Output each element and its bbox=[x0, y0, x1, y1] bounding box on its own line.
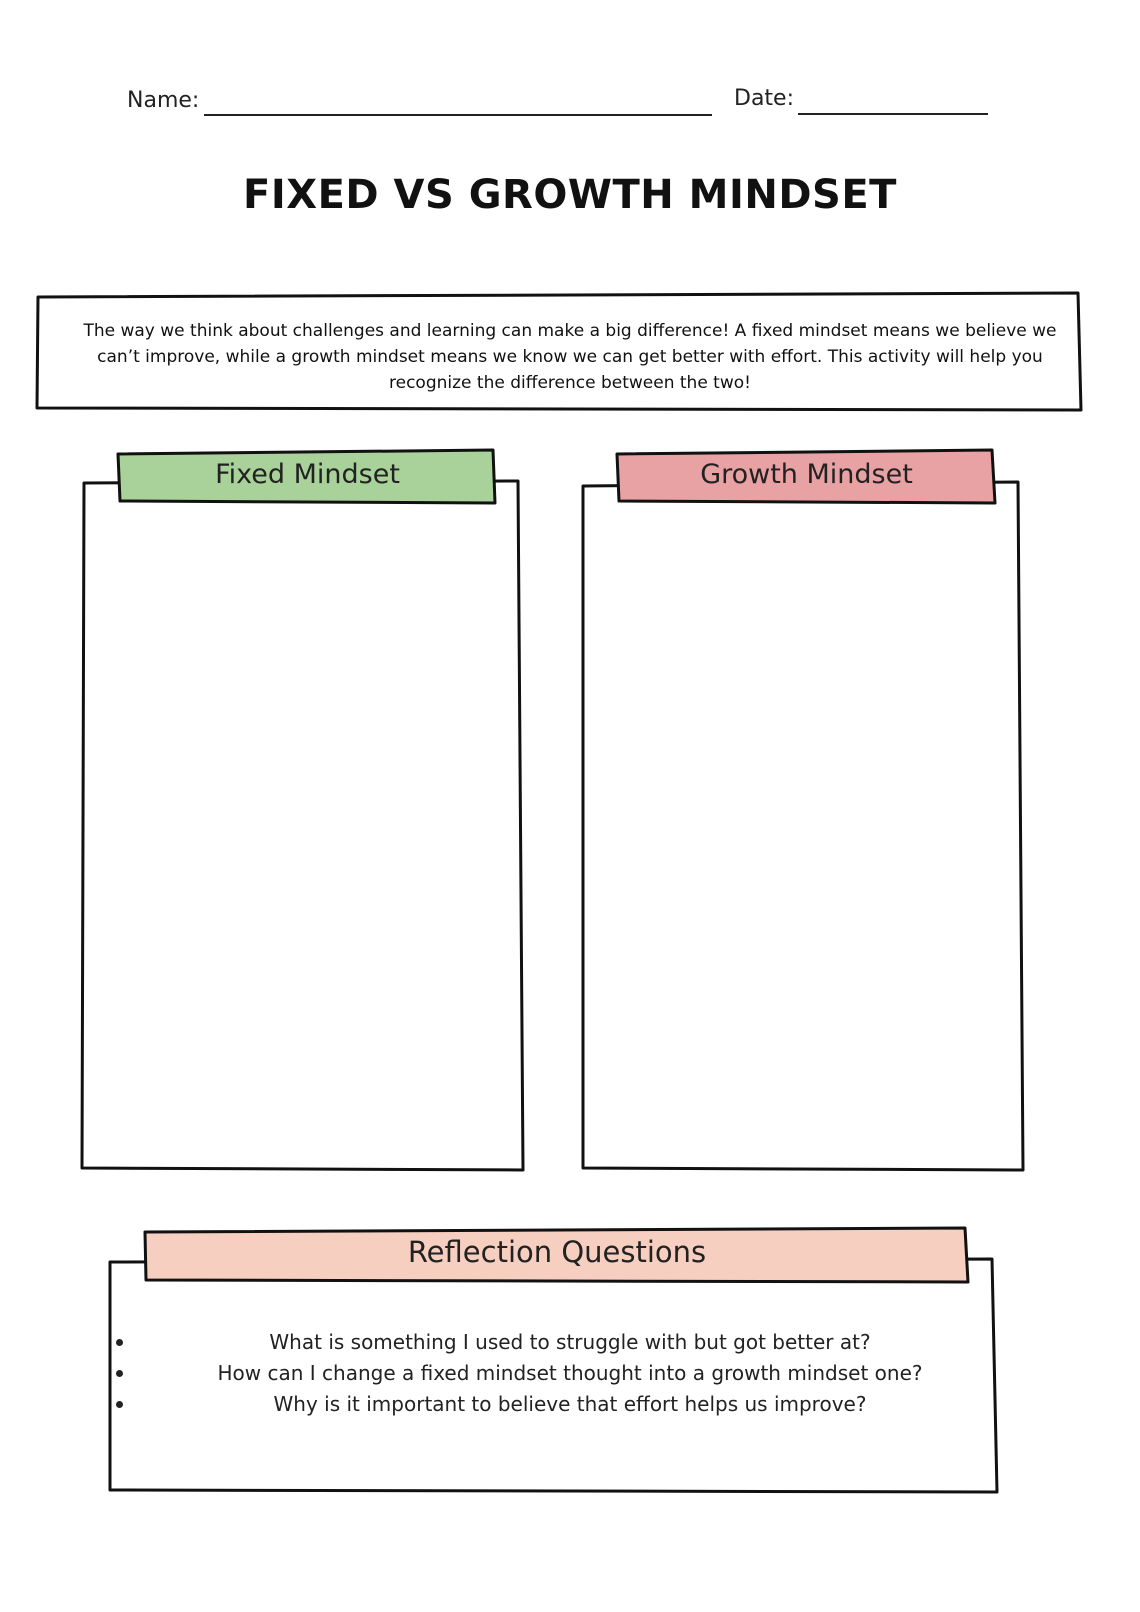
bullet-1 bbox=[116, 1339, 123, 1346]
reflection-questions-label: Reflection Questions bbox=[407, 1235, 707, 1269]
bullet-3 bbox=[116, 1401, 123, 1408]
reflection-question-3: Why is it important to believe that effort helps us improve? bbox=[273, 1392, 867, 1416]
bullet-2 bbox=[116, 1370, 123, 1377]
growth-mindset-writing-area[interactable] bbox=[590, 510, 1015, 1160]
intro-text: The way we think about challenges and learning can make a big difference! A fixed mindset means we believe we can’t improve, while a growth mindset means we know we can get better with effort. This activity will help you recognize the difference between the two! bbox=[83, 321, 1057, 393]
fixed-mindset-label: Fixed Mindset bbox=[215, 459, 400, 490]
page-title: FIXED VS GROWTH MINDSET bbox=[243, 172, 897, 218]
reflection-question-1: What is something I used to struggle with but got better at? bbox=[269, 1330, 871, 1354]
growth-mindset-label: Growth Mindset bbox=[700, 459, 913, 490]
reflection-question-2: How can I change a fixed mindset thought into a growth mindset one? bbox=[217, 1361, 923, 1385]
name-label: Name: bbox=[127, 88, 200, 113]
date-label: Date: bbox=[734, 86, 794, 111]
fixed-mindset-writing-area[interactable] bbox=[90, 510, 515, 1160]
